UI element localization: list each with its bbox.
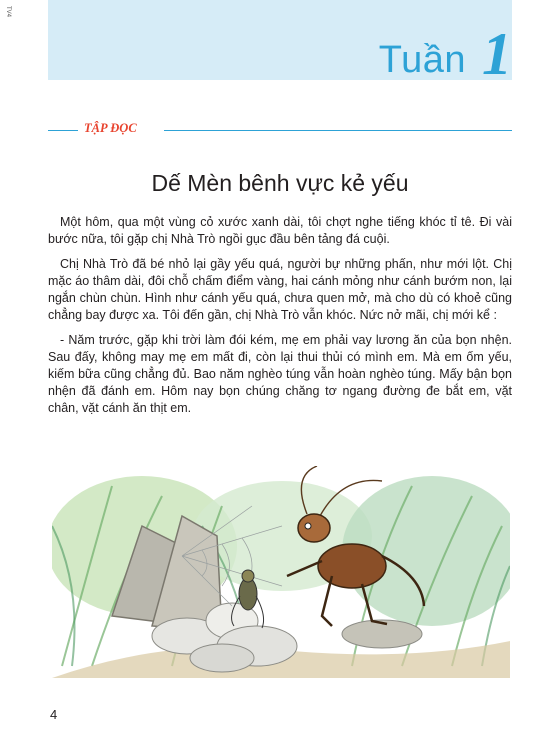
section-rule-right <box>164 130 512 131</box>
week-word: Tuần <box>378 39 466 81</box>
story-title: Dế Mèn bênh vực kẻ yếu <box>151 170 409 196</box>
story-illustration <box>52 466 510 678</box>
section-rule-left <box>48 130 78 131</box>
margin-mark: TV4 <box>5 6 11 18</box>
week-banner <box>48 0 512 87</box>
paragraph-1: Một hôm, qua một vùng cỏ xước xanh dài, tôi chợt nghe tiếng khóc tỉ tê. Đi vài bước nữa, tôi gặp chị Nhà Trò ngồi gục đầu bên tảng đá cuội. <box>48 215 512 246</box>
section-heading <box>48 118 512 138</box>
paragraph-3: - Năm trước, gặp khi trời làm đói kém, mẹ em phải vay lương ăn của bọn nhện. Sau đấy, không may mẹ em mất đi, còn lại thui thủi có mình em. Mà em ốm yếu, kiếm bữa cũng chẳng đủ. Bao năm nghèo túng vẫn hoàn nghèo túng. Mấy bận bọn nhện đã đánh em. Hôm nay bọn chúng chăng tơ ngang đường đe bắt em, vặt chân, vặt cánh ăn thịt em. <box>48 333 512 415</box>
week-number: 1 <box>482 21 512 87</box>
section-label: TẬP ĐỌC <box>84 121 137 135</box>
story-body <box>48 214 512 425</box>
paragraph-2: Chị Nhà Trò đã bé nhỏ lại gầy yếu quá, người bự những phấn, như mới lột. Chị mặc áo thâm dài, đôi chỗ chấm điểm vàng, hai cánh mỏng như cánh bướm non, lại ngắn chùn chùn. Hình như cánh yếu quá, chưa quen mở, mà cho dù có khoẻ cũng chẳng bay được xa. Tôi đến gần, chị Nhà Trò vẫn khóc. Nức nở mãi, chị mới kể : <box>48 257 512 322</box>
page-number: 4 <box>50 707 58 722</box>
